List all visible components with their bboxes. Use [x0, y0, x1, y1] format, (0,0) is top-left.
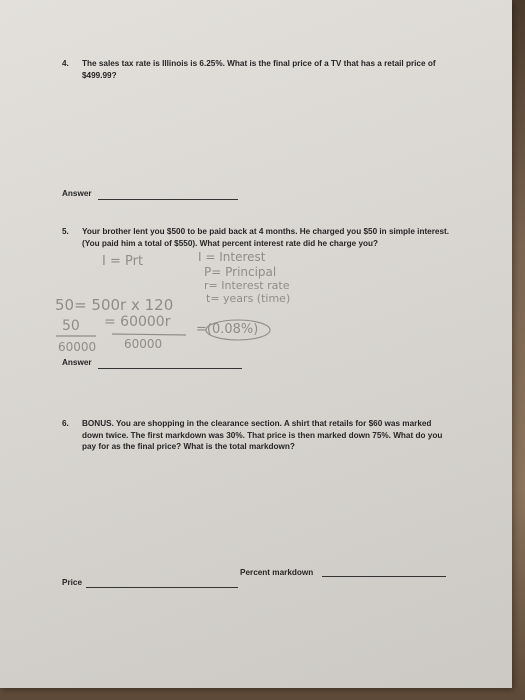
- handwritten-formula: I = Prt: [102, 254, 144, 269]
- handwritten-def-principal: P= Principal: [204, 265, 277, 279]
- answer-line-5: [98, 368, 242, 369]
- percent-markdown-label: Percent markdown: [240, 568, 314, 577]
- question-number: 5.: [62, 227, 69, 236]
- handwritten-result: =(0.08%): [196, 322, 259, 337]
- question-text: BONUS. You are shopping in the clearance section. A shirt that retails for $60 was marked down twice. The first markdown was 30%. That price is then marked down 75%. What do you pay for as the final price? What is the total markdown?: [82, 419, 443, 451]
- handwritten-def-time: t= years (time): [206, 292, 291, 305]
- handwritten-equation-2-mid: = 60000r: [104, 314, 171, 330]
- price-label: Price: [62, 578, 83, 587]
- question-text: Your brother lent you $500 to be paid back at 4 months. He charged you $50 in simple interest. (You paid him a total of $550). What percent interest rate did he charge you?: [82, 227, 450, 248]
- handwritten-def-interest: I = Interest: [198, 250, 266, 264]
- question-number: 4.: [62, 59, 69, 68]
- price-line: [86, 587, 238, 588]
- answer-label-4: Answer: [62, 189, 92, 198]
- percent-markdown-line: [322, 576, 446, 577]
- question-text: The sales tax rate is Illinois is 6.25%. What is the final price of a TV that has a retail price of $499.99?: [82, 59, 436, 80]
- handwritten-equation-1: 50= 500r x 120: [55, 296, 174, 314]
- result-circle: [206, 320, 270, 340]
- handwritten-equation-2-denominator: 60000: [124, 337, 163, 351]
- answer-label-5: Answer: [62, 358, 92, 367]
- fraction-bar-right: [112, 334, 186, 335]
- handwritten-def-rate: r= Interest rate: [204, 279, 290, 292]
- question-number: 6.: [62, 419, 69, 428]
- handwritten-equation-3-left: 60000: [58, 340, 97, 354]
- handwritten-equation-2-left: 50: [62, 318, 80, 334]
